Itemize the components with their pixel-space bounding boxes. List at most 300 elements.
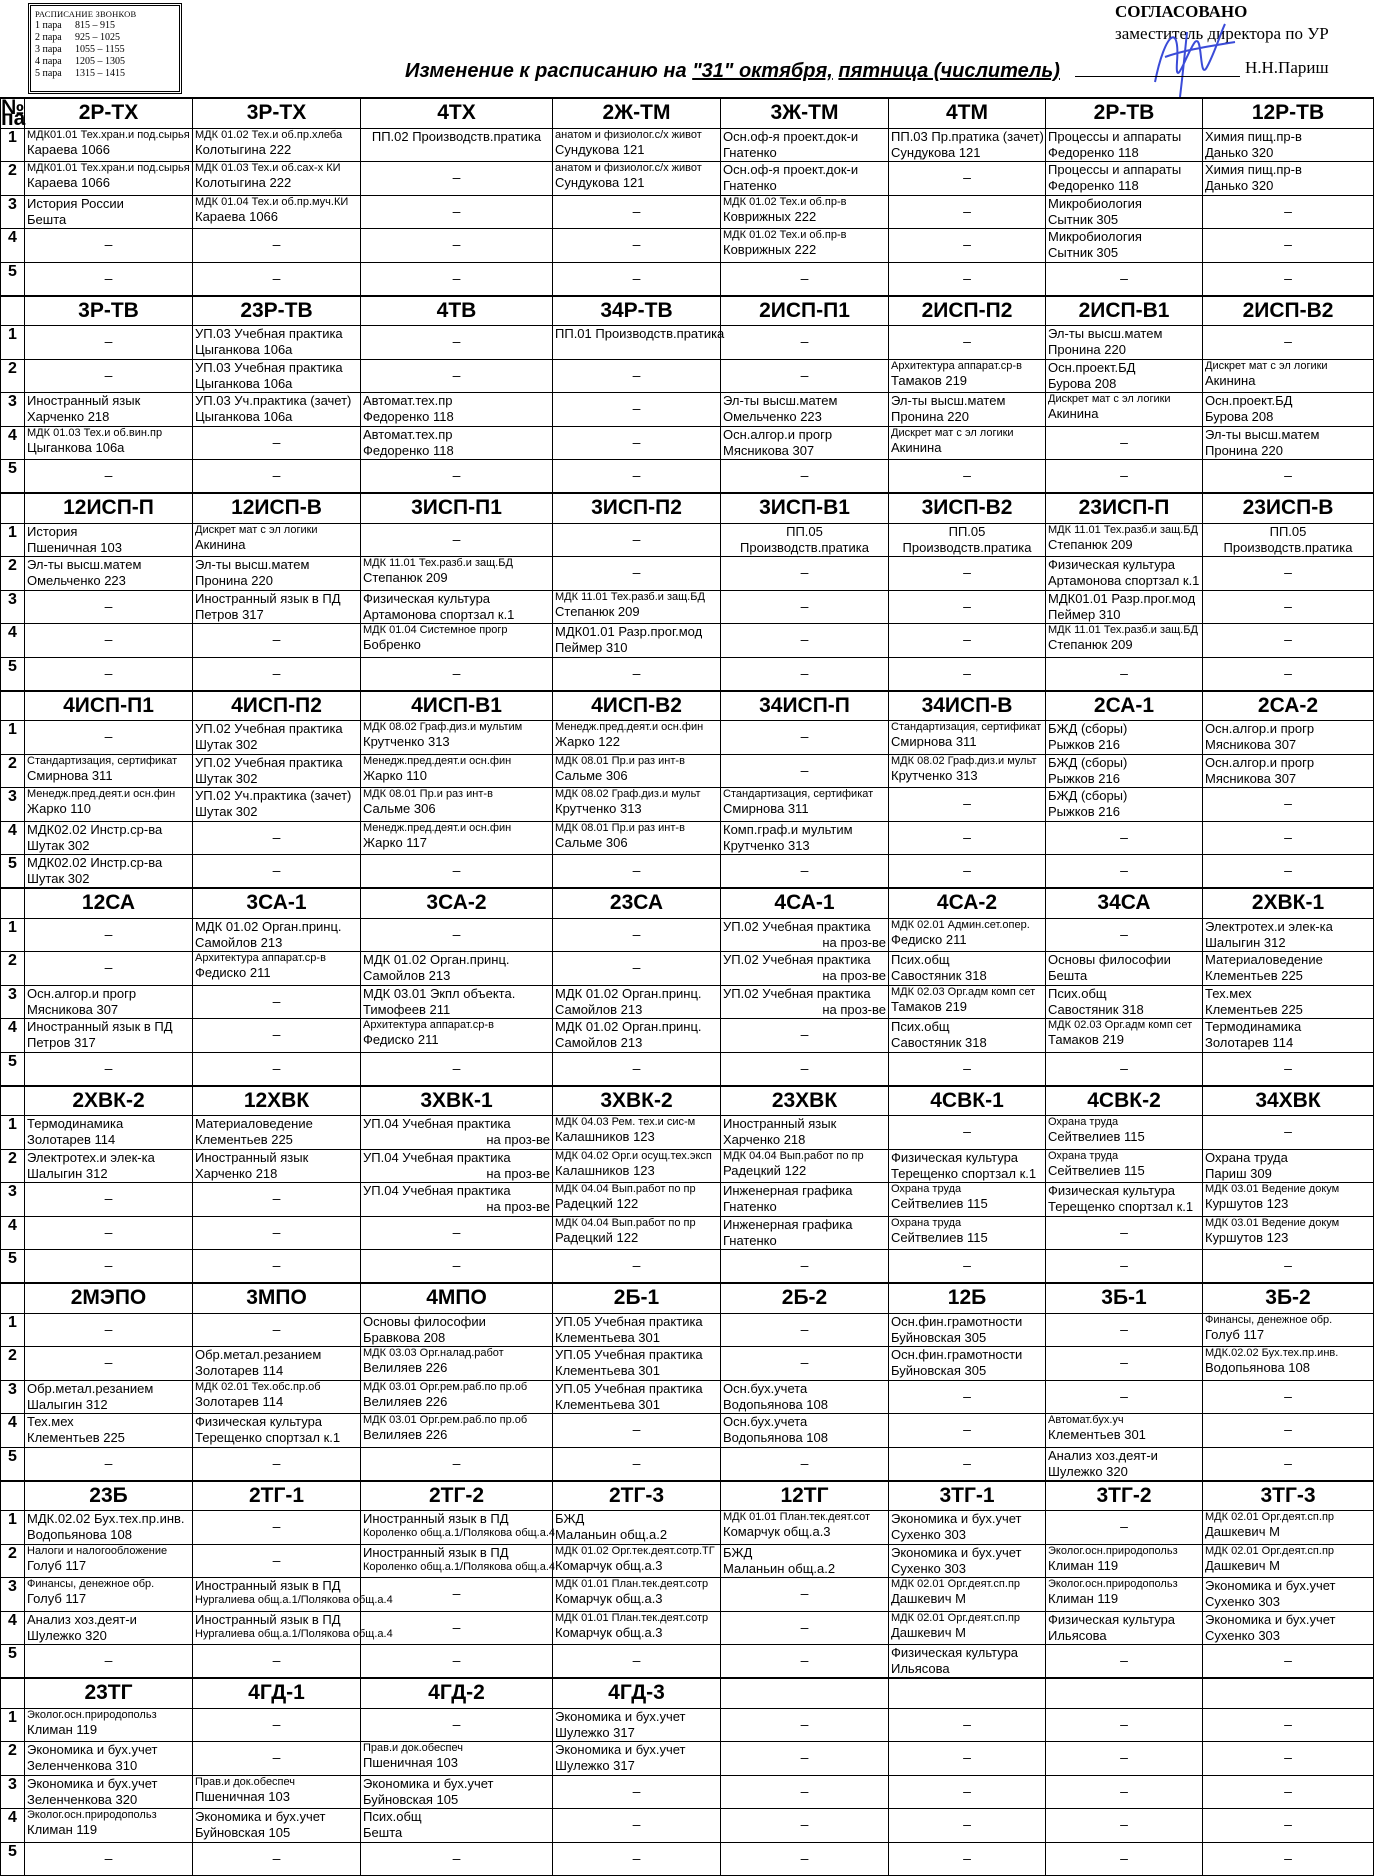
lesson-subject: МДК 01.04 Системное прогр [363, 624, 508, 636]
lesson-teacher-room: Бобренко [363, 637, 421, 652]
lesson-subject: Материаловедение [195, 1116, 313, 1131]
lesson-teacher-room: Золотарев 114 [27, 1132, 116, 1147]
bell-pair: 4 пара [35, 56, 62, 67]
lesson-teacher-room: Комарчук общ.а.3 [555, 1624, 663, 1640]
empty-slot: – [25, 1250, 193, 1284]
lesson-teacher-room: Короленко общ.а.1/Полякова общ.а.4 [363, 1560, 556, 1573]
lesson-cell [721, 393, 889, 427]
lesson-teacher-room: Климан 119 [1048, 1591, 1119, 1606]
lesson-subject: МДК 03.01 Ведение докум [1205, 1183, 1340, 1195]
empty-slot: – [1203, 1809, 1374, 1843]
lesson-teacher-room: Харченко 218 [723, 1132, 806, 1147]
empty-slot: – [25, 1216, 193, 1250]
lesson-teacher-room: Рыжков 216 [1048, 770, 1120, 786]
lesson-subject: Экономика и бух.учет [27, 1775, 158, 1791]
lesson-teacher-room: Шалыгин 312 [27, 1165, 108, 1181]
pair-row [1, 1313, 1374, 1347]
group-name: 23СА [553, 888, 721, 918]
group-name: 23ИСП-П [1046, 493, 1203, 523]
pair-row [1, 426, 1374, 460]
empty-slot: – [721, 1742, 889, 1776]
lesson-teacher-room: Голуб 117 [27, 1591, 87, 1606]
lesson-subject: Осн.алгор.и прогр [27, 985, 137, 1001]
lesson-cell [1046, 195, 1203, 229]
lesson-cell [193, 1380, 361, 1414]
lesson-subject: Эл-ты высш.матем [891, 393, 1006, 408]
group-name: 4ИСП-П1 [25, 691, 193, 721]
lesson-cell [193, 1347, 361, 1381]
pair-number: 4 [1, 1611, 25, 1645]
bell-pair: 2 пара [35, 32, 62, 43]
lesson-teacher-room: Жарко 117 [363, 834, 428, 850]
empty-slot: – [553, 557, 721, 591]
pair-number: 4 [1, 1019, 25, 1053]
empty-slot: – [193, 229, 361, 263]
bell-schedule-title: РАСПИСАНИЕ ЗВОНКОВ [35, 9, 137, 19]
lesson-teacher-room: Производств.пратика [740, 539, 869, 555]
lesson-teacher-room: Бравкова 208 [363, 1329, 446, 1345]
group-name: 4ГД-1 [193, 1678, 361, 1708]
lesson-cell [1046, 1611, 1203, 1645]
lesson-subject: анатом и физиолог.с/х живот [555, 162, 702, 174]
lesson-teacher-room: Федоренко 118 [1048, 144, 1139, 160]
lesson-subject: Дискрет мат с эл логики [195, 523, 318, 536]
empty-slot: – [889, 1116, 1046, 1150]
pair-number: 5 [1, 262, 25, 296]
lesson-teacher-room: Акинина [1205, 372, 1256, 388]
lesson-subject: Физическая культура [363, 590, 491, 606]
lesson-cell [553, 1313, 721, 1347]
empty-slot: – [553, 918, 721, 952]
lesson-cell [889, 426, 1046, 460]
lesson-cell [25, 1809, 193, 1843]
lesson-subject: УП.05 Учебная практика [555, 1313, 703, 1329]
pair-number: 5 [1, 1842, 25, 1876]
empty-slot: – [553, 1809, 721, 1843]
lesson-cell [361, 393, 553, 427]
lesson-cell [361, 1313, 553, 1347]
lesson-cell [193, 359, 361, 393]
group-name: 4СВК-1 [889, 1086, 1046, 1116]
empty-slot: – [721, 754, 889, 788]
lesson-subject: МДК 02.03 Орг.адм комп сет [891, 985, 1036, 998]
lesson-cell [721, 1544, 889, 1578]
lesson-subject: МДК 08.02 Граф.диз.и мультим [363, 721, 523, 733]
title-date: "31" октября, [692, 60, 833, 82]
empty-slot: – [721, 262, 889, 296]
lesson-teacher-room: Федиско 211 [891, 931, 967, 947]
empty-slot: – [25, 721, 193, 755]
lesson-teacher-room: Зеленченкова 320 [27, 1791, 138, 1807]
lesson-cell [1203, 1183, 1374, 1217]
lesson-cell [25, 128, 193, 162]
bell-schedule-box [28, 3, 182, 94]
lesson-subject: Осн.бух.учета [723, 1414, 808, 1429]
lesson-teacher-room: Велиляев 226 [363, 1360, 448, 1375]
empty-slot: – [361, 162, 553, 196]
empty-slot: – [721, 590, 889, 624]
empty-slot: – [1203, 821, 1374, 855]
lesson-teacher-room: Цыганкова 106а [195, 375, 293, 391]
empty-slot: – [1046, 1511, 1203, 1545]
group-name: 34СА [1046, 888, 1203, 918]
lesson-cell [25, 426, 193, 460]
lesson-teacher-room: Клементьев 225 [1205, 968, 1303, 983]
lesson-teacher-room: Буйновская 105 [363, 1791, 459, 1807]
lesson-cell [25, 1775, 193, 1809]
empty-slot: – [193, 821, 361, 855]
lesson-cell [1203, 721, 1374, 755]
pair-row [1, 754, 1374, 788]
lesson-teacher-room: Пронина 220 [195, 573, 273, 588]
lesson-teacher-room: Бешта [27, 211, 67, 227]
lesson-teacher-room: Дашкевич М [891, 1591, 966, 1606]
empty-slot: – [1046, 460, 1203, 494]
lesson-teacher-room: на проз-ве [486, 1165, 550, 1181]
lesson-cell [1046, 326, 1203, 360]
group-name: 2СА-1 [1046, 691, 1203, 721]
lesson-teacher-room: Жарко 122 [555, 734, 620, 749]
pair-number-header: № па [1, 96, 26, 131]
lesson-cell [193, 1809, 361, 1843]
empty-slot: – [361, 1052, 553, 1086]
lesson-cell [361, 1116, 553, 1150]
empty-slot: – [721, 657, 889, 691]
group-name: 12Р-ТВ [1203, 98, 1374, 128]
empty-slot: – [1046, 1708, 1203, 1742]
group-name: 3СА-1 [193, 888, 361, 918]
empty-slot: – [1203, 1708, 1374, 1742]
lesson-subject: Иностранный язык [27, 393, 141, 408]
lesson-subject: Дискрет мат с эл логики [891, 426, 1014, 439]
empty-slot: – [553, 460, 721, 494]
pair-row [1, 1645, 1374, 1679]
lesson-subject: Обр.метал.резанием [195, 1347, 322, 1362]
lesson-subject: МДК 01.02 Тех.и об.пр-в [723, 195, 847, 208]
bell-pair: 3 пара [35, 44, 62, 55]
lesson-teacher-room: Золотарев 114 [1205, 1035, 1294, 1050]
empty-slot: – [1046, 855, 1203, 889]
pair-row [1, 985, 1374, 1019]
empty-slot: – [721, 1019, 889, 1053]
empty-slot: – [889, 326, 1046, 360]
lesson-subject: Псих.общ [891, 1019, 950, 1034]
lesson-teacher-room: Крутченко 313 [363, 734, 450, 749]
lesson-cell [721, 1414, 889, 1448]
lesson-cell [193, 754, 361, 788]
lesson-teacher-room: Клементьева 301 [555, 1363, 660, 1378]
empty-slot: – [553, 359, 721, 393]
lesson-subject: Микробиология [1048, 195, 1142, 211]
lesson-subject: МДК 02.01 Орг.деят.сп.пр [1205, 1511, 1335, 1523]
lesson-subject: Эл-ты высш.матем [723, 393, 838, 408]
lesson-cell [25, 1019, 193, 1053]
group-name [1203, 1678, 1374, 1708]
empty-slot: – [721, 1347, 889, 1381]
empty-slot: – [553, 1250, 721, 1284]
lesson-teacher-room: Гнатенко [723, 1199, 777, 1214]
lesson-subject: Экономика и бух.учет [1205, 1611, 1336, 1627]
lesson-teacher-room: Степанюк 209 [363, 570, 448, 585]
lesson-cell [1046, 590, 1203, 624]
lesson-cell [1046, 624, 1203, 658]
empty-slot: – [1203, 1742, 1374, 1776]
lesson-teacher-room: Самойлов 213 [555, 1001, 643, 1017]
empty-slot: – [721, 1809, 889, 1843]
group-header-row [1, 1678, 1374, 1708]
lesson-teacher-room: Смирнова 311 [27, 767, 113, 783]
lesson-cell [553, 1380, 721, 1414]
pair-number: 1 [1, 1116, 25, 1150]
group-name: 3ТГ-1 [889, 1481, 1046, 1511]
pair-number: 3 [1, 985, 25, 1019]
group-name: 3ТГ-2 [1046, 1481, 1203, 1511]
lesson-cell [721, 918, 889, 952]
lesson-teacher-room: Сухенко 303 [891, 1527, 967, 1542]
empty-slot: – [1046, 1809, 1203, 1843]
empty-slot: – [553, 855, 721, 889]
lesson-teacher-room: Смирнова 311 [891, 734, 977, 749]
group-name: 2Ж-ТМ [553, 98, 721, 128]
lesson-cell [25, 1742, 193, 1776]
lesson-cell [889, 1183, 1046, 1217]
lesson-teacher-room: Гнатенко [723, 1232, 777, 1248]
lesson-cell [361, 952, 553, 986]
lesson-subject: УП.02 Учебная практика [723, 952, 871, 967]
empty-slot: – [553, 1414, 721, 1448]
lesson-cell [1203, 359, 1374, 393]
pair-number: 5 [1, 1645, 25, 1679]
pair-row [1, 1775, 1374, 1809]
empty-slot: – [721, 1775, 889, 1809]
signature-line [1075, 76, 1240, 77]
group-name: 12СА [25, 888, 193, 918]
lesson-teacher-room: Мясникова 307 [1205, 770, 1297, 786]
lesson-cell [553, 788, 721, 822]
empty-slot: – [25, 952, 193, 986]
pair-number: 2 [1, 952, 25, 986]
bell-time: 1205 – 1305 [75, 56, 125, 67]
group-name: 3Б-1 [1046, 1283, 1203, 1313]
group-name: 23ХВК [721, 1086, 889, 1116]
empty-slot: – [1046, 1347, 1203, 1381]
lesson-teacher-room: Комарчук общ.а.3 [555, 1557, 663, 1573]
lesson-teacher-room: Тамаков 219 [891, 372, 968, 388]
lesson-cell [1203, 1019, 1374, 1053]
group-name: 2ТГ-1 [193, 1481, 361, 1511]
lesson-cell [889, 1149, 1046, 1183]
lesson-teacher-room: Артамонова спортзал к.1 [363, 606, 515, 622]
group-name: 4ТВ [361, 296, 553, 326]
lesson-subject: Прав.и док.обеспеч [195, 1775, 295, 1788]
lesson-subject: Автомат.тех.пр [363, 426, 453, 442]
lesson-teacher-room: Бешта [363, 1825, 403, 1840]
pair-number: 5 [1, 1447, 25, 1481]
bell-time: 1315 – 1415 [75, 68, 125, 79]
empty-slot: – [193, 1544, 361, 1578]
lesson-cell [361, 821, 553, 855]
empty-slot: – [721, 1842, 889, 1876]
pair-row [1, 1511, 1374, 1545]
lesson-subject: ПП.03 Пр.пратика (зачет) [891, 128, 1044, 144]
lesson-teacher-room: Пшеничная 103 [363, 1755, 458, 1770]
lesson-teacher-room: Рыжков 216 [1048, 737, 1120, 752]
lesson-teacher-room: Куршутов 123 [1205, 1196, 1289, 1211]
schedule-body [1, 98, 1374, 1876]
pair-number: 2 [1, 1347, 25, 1381]
empty-slot: – [889, 590, 1046, 624]
lesson-subject: МДК.02.02 Бух.тех.пр.инв. [27, 1511, 185, 1526]
empty-slot: – [1046, 262, 1203, 296]
lesson-subject: Псих.общ [363, 1809, 422, 1824]
lesson-subject: Иностранный язык в ПД [195, 1578, 341, 1593]
lesson-cell [553, 1019, 721, 1053]
group-name: 3ИСП-П1 [361, 493, 553, 523]
lesson-teacher-room: Клементьев 301 [1048, 1427, 1146, 1442]
lesson-cell [1203, 523, 1374, 557]
lesson-subject: Прав.и док.обеспеч [363, 1742, 463, 1754]
lesson-teacher-room: Смирнова 311 [723, 801, 809, 816]
lesson-teacher-room: Короленко общ.а.1/Полякова общ.а.4 [363, 1527, 556, 1539]
lesson-subject: МДК 03.01 Ведение докум [1205, 1216, 1340, 1229]
lesson-cell [553, 590, 721, 624]
lesson-subject: МДК01.01 Разр.прог.мод [555, 624, 703, 639]
lesson-teacher-room: Сальме 306 [555, 767, 628, 783]
lesson-subject: Осн.фин.грамотности [891, 1347, 1023, 1362]
pair-number: 2 [1, 162, 25, 196]
lesson-teacher-room: Клементьев 225 [195, 1132, 293, 1147]
empty-slot: – [889, 460, 1046, 494]
lesson-teacher-room: Колотыгина 222 [195, 175, 292, 190]
empty-slot: – [553, 262, 721, 296]
lesson-subject: Осн.проект.БД [1048, 359, 1136, 375]
lesson-teacher-room: Сальме 306 [555, 834, 628, 850]
empty-slot: – [889, 624, 1046, 658]
empty-slot: – [25, 359, 193, 393]
lesson-teacher-room: Тамаков 219 [1048, 1032, 1125, 1047]
lesson-cell [1203, 1611, 1374, 1645]
pair-number-header [1, 888, 25, 918]
lesson-subject: МДК 01.03 Тех.и об.сах-х КИ [195, 162, 341, 174]
pair-row [1, 1742, 1374, 1776]
lesson-teacher-room: Сухенко 303 [1205, 1627, 1281, 1643]
lesson-teacher-room: Радецкий 122 [555, 1196, 639, 1211]
pair-row [1, 1052, 1374, 1086]
lesson-cell [721, 1216, 889, 1250]
lesson-cell [1046, 229, 1203, 263]
empty-slot: – [889, 1775, 1046, 1809]
group-name: 2Р-ТВ [1046, 98, 1203, 128]
lesson-cell [361, 1742, 553, 1776]
lesson-teacher-room: Сейтвелиев 115 [891, 1196, 988, 1211]
lesson-subject: МДК 03.01 Экпл объекта. [363, 985, 516, 1001]
empty-slot: – [1203, 1842, 1374, 1876]
pair-number: 5 [1, 1052, 25, 1086]
empty-slot: – [553, 523, 721, 557]
empty-slot: – [889, 1380, 1046, 1414]
lesson-teacher-room: Харченко 218 [27, 409, 110, 424]
lesson-subject: Финансы, денежное обр. [1205, 1313, 1333, 1326]
lesson-subject: Автомат.тех.пр [363, 393, 453, 408]
empty-slot: – [25, 262, 193, 296]
pair-number: 1 [1, 1313, 25, 1347]
lesson-cell [25, 1708, 193, 1742]
empty-slot: – [193, 1250, 361, 1284]
bell-row [35, 20, 175, 32]
empty-slot: – [721, 1447, 889, 1481]
lesson-subject: МДК 02.01 Тех.обс.пр.об [195, 1380, 321, 1393]
pair-row [1, 460, 1374, 494]
empty-slot: – [1203, 1414, 1374, 1448]
lesson-cell [193, 590, 361, 624]
lesson-subject: МДК02.02 Инстр.ср-ва [27, 855, 163, 870]
lesson-teacher-room: Федоренко 118 [1048, 178, 1139, 193]
empty-slot: – [1203, 1447, 1374, 1481]
lesson-teacher-room: Пронина 220 [1205, 442, 1283, 458]
lesson-cell [1203, 952, 1374, 986]
lesson-subject: МДК 01.01 План.тек.деят.сот [723, 1511, 871, 1523]
lesson-subject: Автомат.бух.уч [1048, 1414, 1124, 1426]
lesson-teacher-room: Пшеничная 103 [27, 539, 122, 555]
lesson-teacher-room: Цыганкова 106а [27, 439, 125, 455]
group-name: 23ИСП-В [1203, 493, 1374, 523]
lesson-cell [1203, 426, 1374, 460]
lesson-teacher-room: Жарко 110 [363, 767, 428, 783]
lesson-subject: Осн.алгор.и прогр [1205, 721, 1315, 736]
empty-slot: – [1046, 1775, 1203, 1809]
lesson-subject: ПП.02 Производств.пратика [371, 128, 542, 144]
group-name: 34ИСП-В [889, 691, 1046, 721]
lesson-subject: Осн.фин.грамотности [891, 1313, 1023, 1329]
pair-number: 1 [1, 326, 25, 360]
empty-slot: – [193, 426, 361, 460]
group-name: 3Б-2 [1203, 1283, 1374, 1313]
pair-row [1, 1414, 1374, 1448]
lesson-subject: МДК 01.02 Тех.и об.пр-в [723, 229, 847, 241]
pair-row [1, 1842, 1374, 1876]
group-name: 3Р-ТХ [193, 98, 361, 128]
lesson-subject: Экономика и бух.учет [891, 1544, 1022, 1560]
lesson-teacher-room: Петров 317 [195, 606, 264, 622]
lesson-subject: ПП.01 Производств.пратика [555, 326, 725, 341]
lesson-subject: Иностранный язык [195, 1149, 309, 1165]
empty-slot: – [193, 1216, 361, 1250]
lesson-teacher-room: Сундукова 121 [891, 144, 981, 160]
pair-number: 3 [1, 788, 25, 822]
lesson-subject: Эколог.осн.природопольз [27, 1809, 157, 1821]
title-suffix: пятница (числитель) [838, 60, 1060, 82]
group-name: 3МПО [193, 1283, 361, 1313]
lesson-teacher-room: Шутак 302 [195, 770, 258, 786]
pair-row [1, 918, 1374, 952]
lesson-subject: Экономика и бух.учет [363, 1775, 494, 1791]
empty-slot: – [1203, 326, 1374, 360]
lesson-subject: Физическая культура [1048, 1611, 1176, 1627]
lesson-subject: БЖД [723, 1544, 753, 1560]
lesson-cell [1046, 985, 1203, 1019]
pair-number: 2 [1, 754, 25, 788]
lesson-cell [1046, 162, 1203, 196]
lesson-cell [1046, 1019, 1203, 1053]
empty-slot: – [25, 1645, 193, 1679]
empty-slot: – [1046, 918, 1203, 952]
lesson-cell [25, 1611, 193, 1645]
pair-row [1, 1544, 1374, 1578]
lesson-subject: МДК 08.02 Граф.диз.и мульт [555, 788, 701, 800]
lesson-teacher-room: Крутченко 313 [555, 801, 642, 816]
lesson-teacher-room: Федиско 211 [195, 965, 271, 980]
pair-row [1, 393, 1374, 427]
